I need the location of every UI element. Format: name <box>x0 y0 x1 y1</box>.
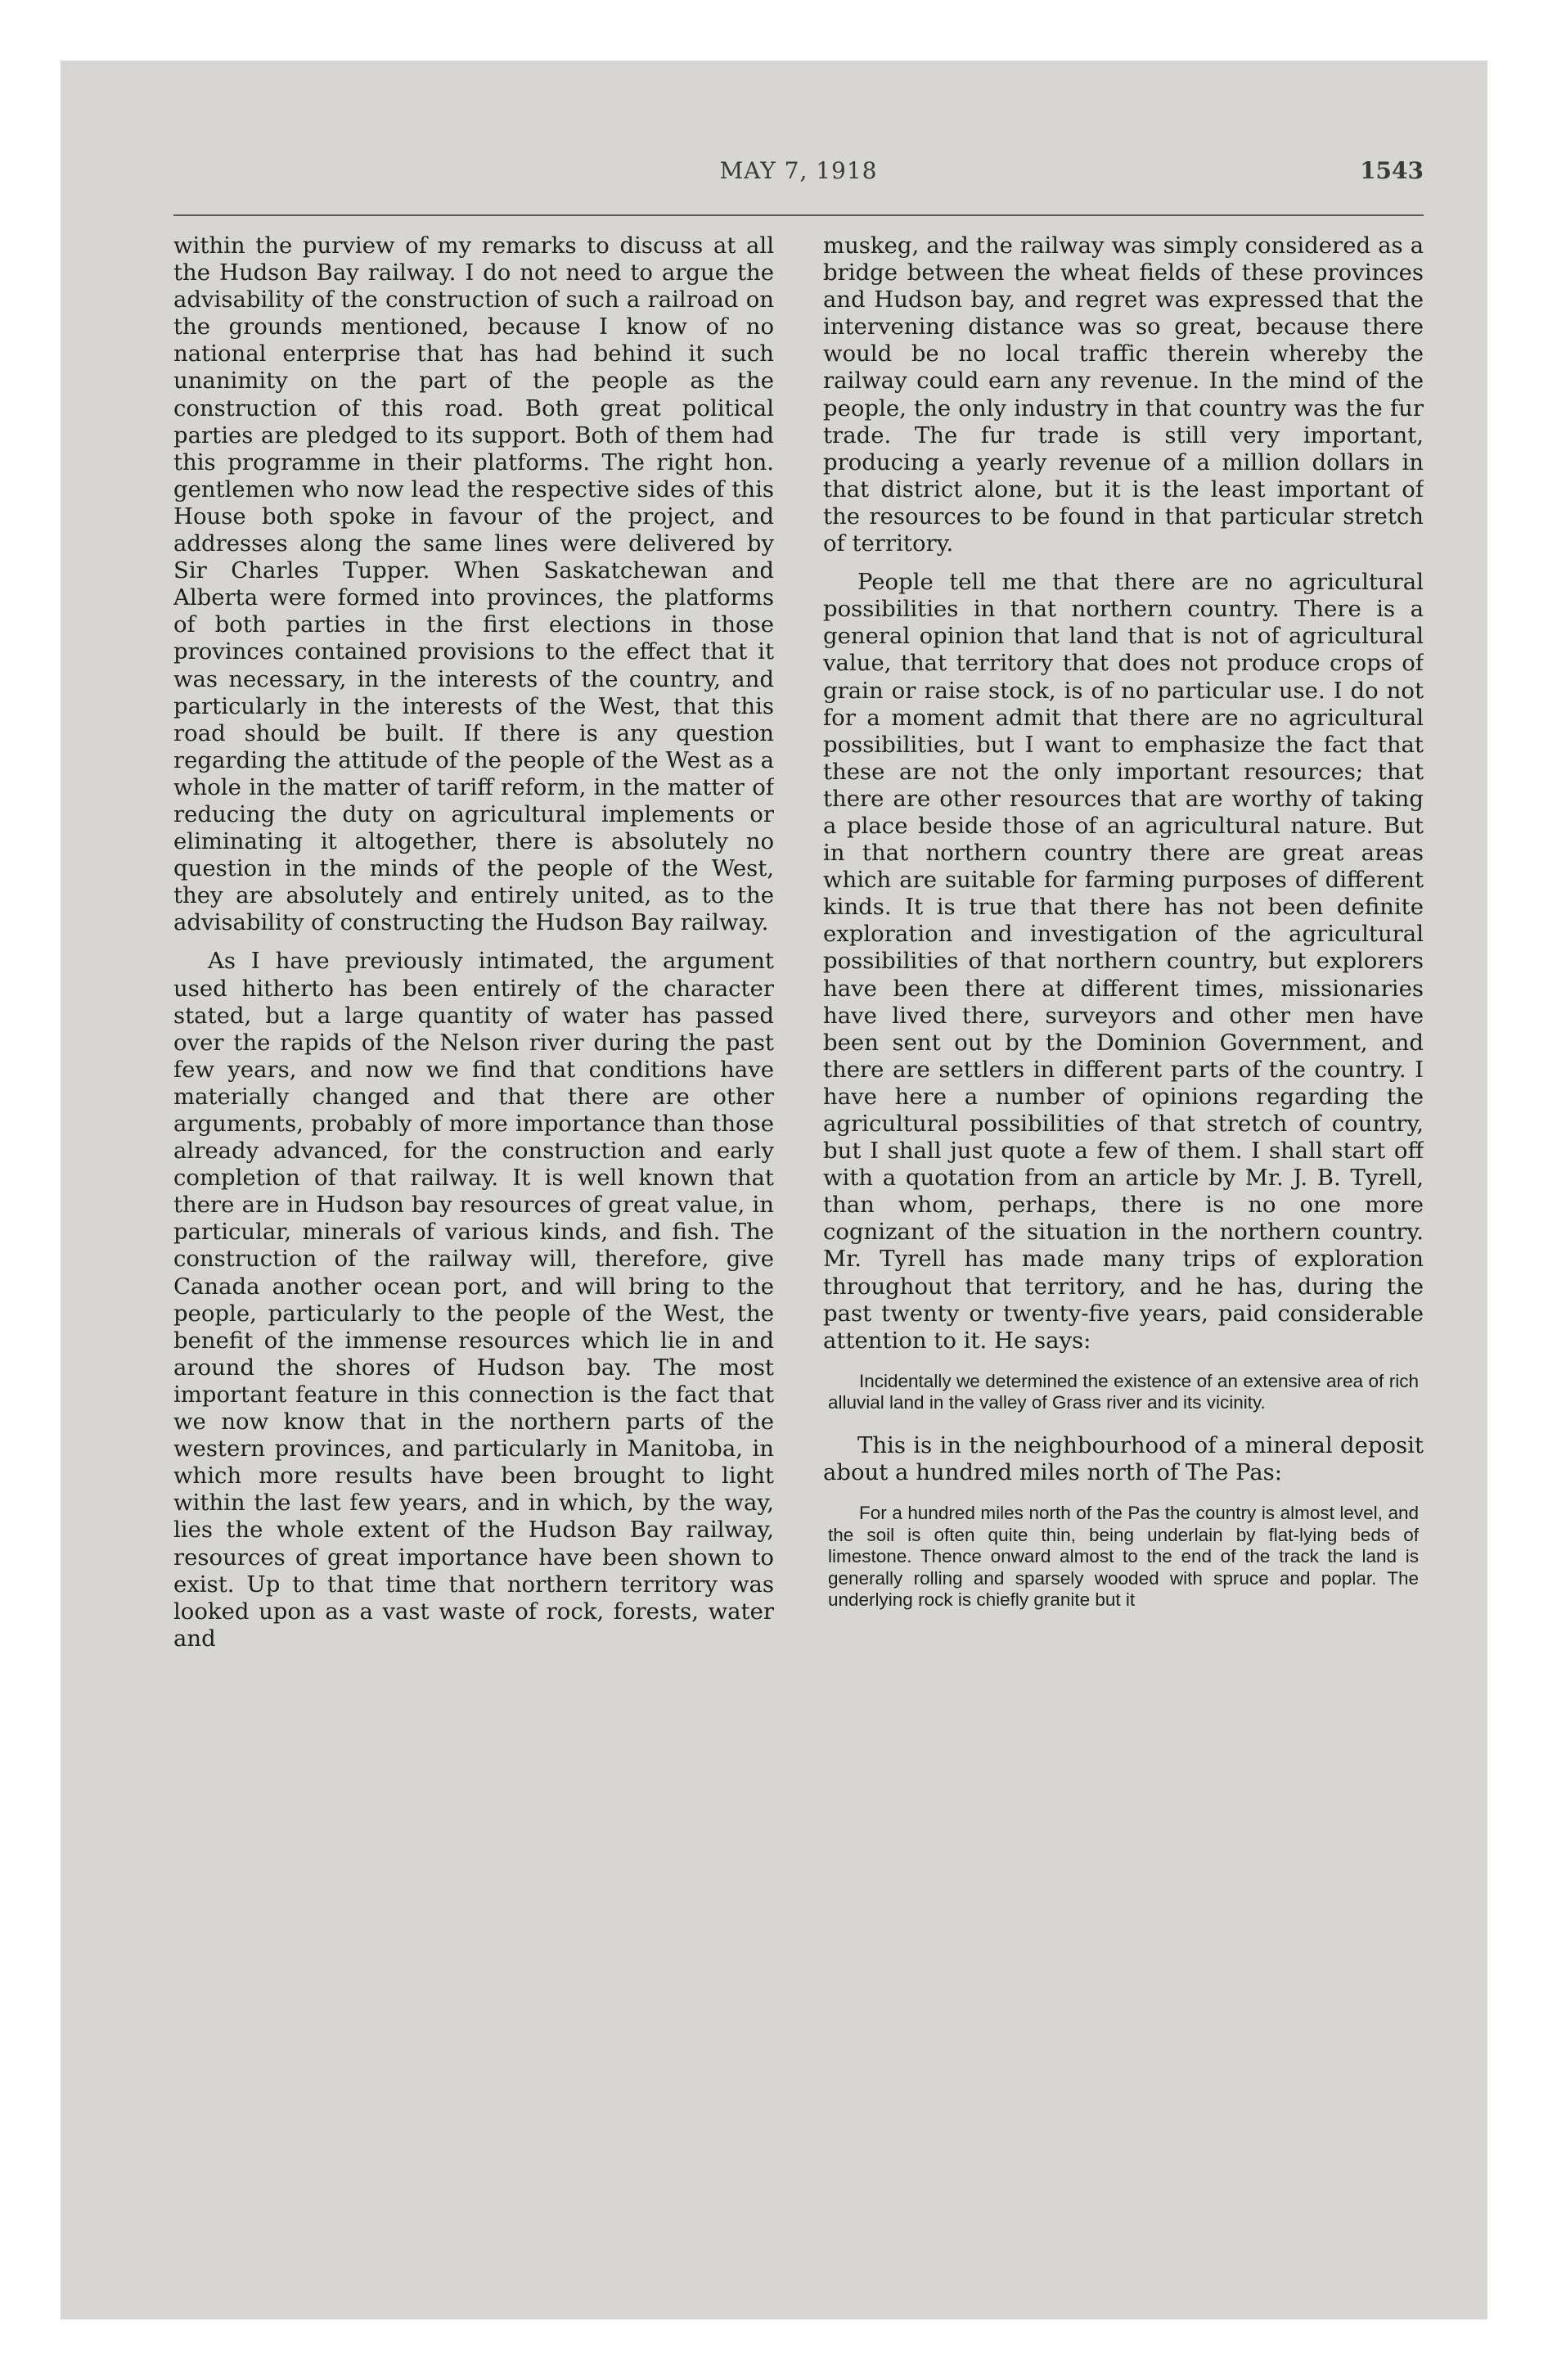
left-paragraph-1: within the purview of my remarks to discuss at all the Hudson Bay railway. I do not need to argue the advisability of the construction of such a railroad on the grounds mentioned, because I know of no national enterprise that has had behind it such unanimity on the part of the people as the construction of this road. Both great political parties are pledged to its support. Both of them had this programme in their platforms. The right hon. gentlemen who now lead the respective sides of this House both spoke in favour of the project, and addresses along the same lines were delivered by Sir Charles Tupper. When Saskatchewan and Alberta were formed into provinces, the platforms of both parties in the first elections in those provinces contained provisions to the effect that it was necessary, in the interests of the country, and particularly in the interests of the West, that this road should be built. If there is any question regarding the attitude of the people of the West as a whole in the matter of tariff reform, in the matter of reducing the duty on agricultural implements or eliminating it altogether, there is absolutely no question in the minds of the people of the West, they are absolutely and entirely united, as to the advisability of constructing the Hudson Bay railway. <box>173 232 774 936</box>
running-head <box>173 157 1424 200</box>
right-paragraph-2: People tell me that there are no agricultural possibilities in that northern country. There is a general opinion that land that is not of agricultural value, that territory that does not produce crops of grain or raise stock, is of no particular use. I do not for a moment admit that there are no agricultural possibilities, but I want to emphasize the fact that these are not the only important resources; that there are other resources that are worthy of taking a place beside those of an agricultural nature. But in that northern country there are great areas which are suitable for farming purposes of different kinds. It is true that there has not been definite exploration and investigation of the agricultural possibilities of that northern country, but explorers have been there at different times, missionaries have lived there, surveyors and other men have been sent out by the Dominion Government, and there are settlers in different parts of the country. I have here a number of opinions regarding the agricultural possibilities of that stretch of country, but I shall just quote a few of them. I shall start off with a quotation from an article by Mr. J. B. Tyrell, than whom, perhaps, there is no one more cognizant of the situation in the northern country. Mr. Tyrell has made many trips of exploration throughout that territory, and he has, during the past twenty or twenty-five years, paid considerable attention to it. He says: <box>823 569 1424 1354</box>
quotation-1: Incidentally we determined the existence of an extensive area of rich alluvial land in the valley of Grass river and its vicinity. <box>828 1370 1419 1413</box>
right-paragraph-3: This is in the neighbourhood of a mineral deposit about a hundred miles north of The Pas: <box>823 1431 1424 1485</box>
quotation-2: For a hundred miles north of the Pas the country is almost level, and the soil is often quite thin, being underlain by flat-lying beds of limestone. Thence onward almost to the end of the track the land is generally rolling and sparsely wooded with spruce and poplar. The underlying rock is chiefly granite but it <box>828 1503 1419 1611</box>
scanned-page <box>61 61 1487 2319</box>
header-rule <box>173 214 1424 216</box>
left-column <box>173 232 774 2262</box>
page-number: 1543 <box>1360 157 1424 184</box>
left-paragraph-2: As I have previously intimated, the argument used hitherto has been entirely of the character stated, but a large quantity of water has passed over the rapids of the Nelson river during the past few years, and now we find that conditions have materially changed and that there are other arguments, probably of more importance than those already advanced, for the construction and early completion of that railway. It is well known that there are in Hudson bay resources of great value, in particular, minerals of various kinds, and fish. The construction of the railway will, therefore, give Canada another ocean port, and will bring to the people, particularly to the people of the West, the benefit of the immense resources which lie in and around the shores of Hudson bay. The most important feature in this connection is the fact that we now know that in the northern parts of the western provinces, and particularly in Manitoba, in which more results have been brought to light within the last few years, and in which, by the way, lies the whole extent of the Hudson Bay railway, resources of great importance have been shown to exist. Up to that time that northern territory was looked upon as a vast waste of rock, forests, water and <box>173 948 774 1652</box>
right-paragraph-1: muskeg, and the railway was simply considered as a bridge between the wheat fields of these provinces and Hudson bay, and regret was expressed that the intervening distance was so great, because there would be no local traffic therein whereby the railway could earn any revenue. In the mind of the people, the only industry in that country was the fur trade. The fur trade is still very important, producing a yearly revenue of a million dollars in that district alone, but it is the least important of the resources to be found in that particular stretch of territory. <box>823 232 1424 557</box>
right-column <box>823 232 1424 2262</box>
page-body <box>113 61 1424 2319</box>
running-date: MAY 7, 1918 <box>719 157 878 184</box>
